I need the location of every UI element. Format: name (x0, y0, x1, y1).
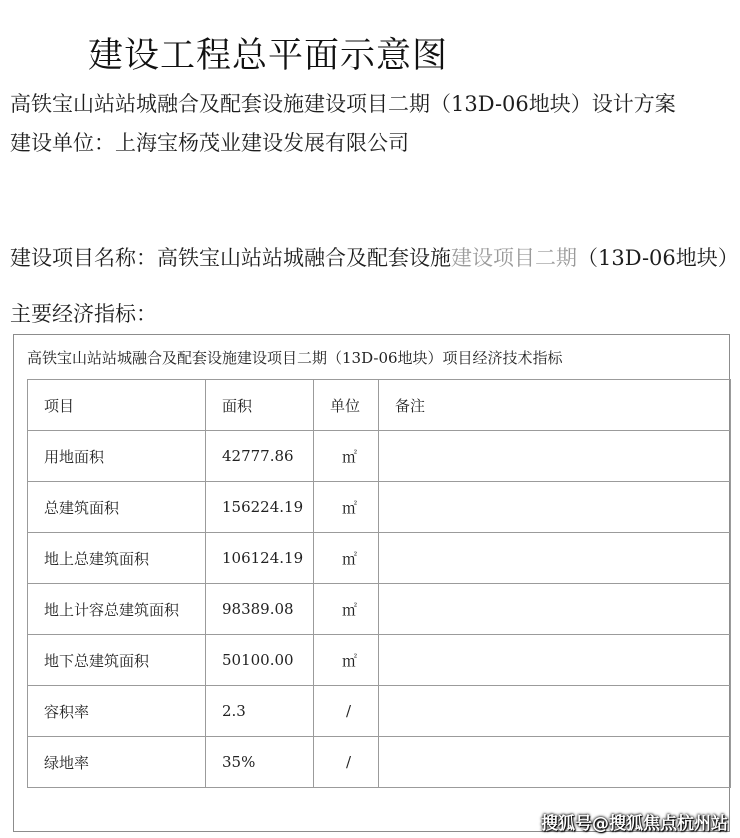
document-title: 建设工程总平面示意图 (88, 36, 449, 76)
project-name-suffix: （13D-06地块） (577, 246, 739, 270)
table-row (28, 482, 731, 533)
row-item: 地上计容总建筑面积 (28, 584, 206, 635)
header-item: 项目 (28, 380, 206, 431)
developer-line: 建设单位：上海宝杨茂业建设发展有限公司 (10, 131, 409, 155)
row-area: 2.3 (206, 686, 314, 737)
table-row (28, 431, 731, 482)
table-row (28, 584, 731, 635)
indicators-table (27, 379, 731, 788)
row-item: 地上总建筑面积 (28, 533, 206, 584)
table-row (28, 737, 731, 788)
row-item: 用地面积 (28, 431, 206, 482)
header-remark: 备注 (379, 380, 731, 431)
row-unit: ㎡ (314, 533, 379, 584)
row-area: 35% (206, 737, 314, 788)
row-item: 容积率 (28, 686, 206, 737)
row-remark (379, 482, 731, 533)
table-row (28, 686, 731, 737)
table-row (28, 533, 731, 584)
row-unit: / (314, 737, 379, 788)
watermark: 搜狐号@搜狐焦点杭州站 (541, 814, 728, 834)
row-remark (379, 686, 731, 737)
row-area: 98389.08 (206, 584, 314, 635)
row-remark (379, 737, 731, 788)
row-area: 50100.00 (206, 635, 314, 686)
row-item: 绿地率 (28, 737, 206, 788)
scheme-line: 高铁宝山站站城融合及配套设施建设项目二期（13D-06地块）设计方案 (10, 92, 676, 116)
indicators-panel (13, 334, 730, 832)
table-header-row (28, 380, 731, 431)
row-unit: ㎡ (314, 482, 379, 533)
project-name-line (10, 242, 739, 272)
indicators-label: 主要经济指标： (10, 302, 157, 326)
row-area: 42777.86 (206, 431, 314, 482)
row-remark (379, 431, 731, 482)
row-unit: ㎡ (314, 584, 379, 635)
row-remark (379, 533, 731, 584)
row-item: 地下总建筑面积 (28, 635, 206, 686)
table-row (28, 635, 731, 686)
row-item: 总建筑面积 (28, 482, 206, 533)
table-caption: 高铁宝山站站城融合及配套设施建设项目二期（13D-06地块）项目经济技术指标 (27, 349, 563, 367)
row-unit: ㎡ (314, 635, 379, 686)
project-name-faded: 建设项目二期 (451, 246, 577, 270)
row-unit: ㎡ (314, 431, 379, 482)
row-area: 106124.19 (206, 533, 314, 584)
row-remark (379, 635, 731, 686)
row-area: 156224.19 (206, 482, 314, 533)
header-area: 面积 (206, 380, 314, 431)
row-remark (379, 584, 731, 635)
row-unit: / (314, 686, 379, 737)
project-name-prefix: 建设项目名称：高铁宝山站站城融合及配套设施 (10, 246, 451, 270)
header-unit: 单位 (314, 380, 379, 431)
